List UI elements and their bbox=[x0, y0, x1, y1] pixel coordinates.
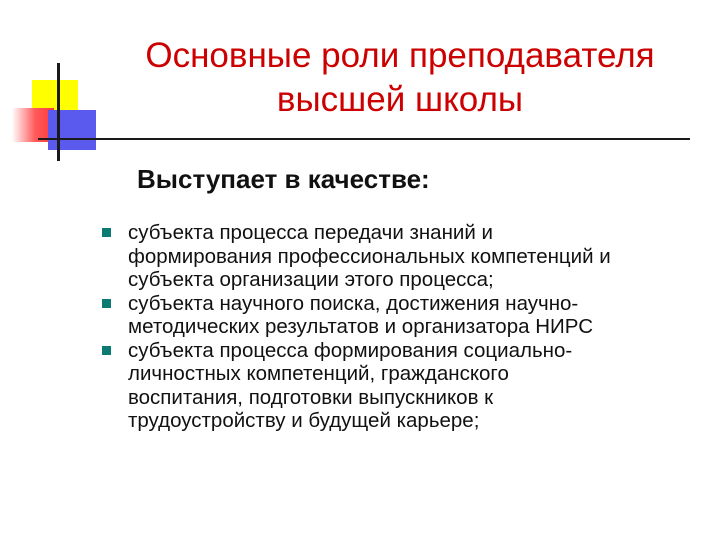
bullet-item-1 bbox=[100, 221, 700, 292]
bullet-text-line: воспитания, подготовки выпускников к bbox=[128, 385, 494, 409]
bullet-text-line: субъекта процесса передачи знаний и bbox=[128, 221, 493, 244]
slide-title-line-2: высшей школы bbox=[276, 80, 524, 119]
bullet-item-3 bbox=[100, 339, 700, 433]
title-underline-rule bbox=[38, 138, 690, 140]
slide-subtitle: Выступает в качестве: bbox=[137, 164, 430, 194]
slide-title-line-1: Основные роли преподавателя bbox=[145, 36, 655, 75]
bullet-text-line: субъекта научного поиска, достижения научно- bbox=[128, 291, 579, 315]
bullet-text-line: формирования профессиональных компетенций и bbox=[128, 244, 611, 268]
slide-title bbox=[80, 34, 720, 122]
bullet-text-line: методических результатов и организатора НИРС bbox=[128, 315, 593, 338]
square-bullet-icon bbox=[102, 228, 111, 237]
bullet-text-line: субъекта процесса формирования социально- bbox=[128, 338, 573, 362]
vertical-rule bbox=[57, 63, 60, 161]
square-bullet-icon bbox=[102, 299, 111, 308]
square-bullet-icon bbox=[102, 346, 111, 355]
bullet-item-2 bbox=[100, 292, 700, 339]
bullet-text-line: субъекта организации этого процесса; bbox=[128, 268, 494, 291]
bullet-list bbox=[100, 221, 700, 433]
bullet-text-line: трудоустройству и будущей карьере; bbox=[128, 409, 480, 432]
bullet-text-line: личностных компетенций, гражданского bbox=[128, 362, 509, 385]
